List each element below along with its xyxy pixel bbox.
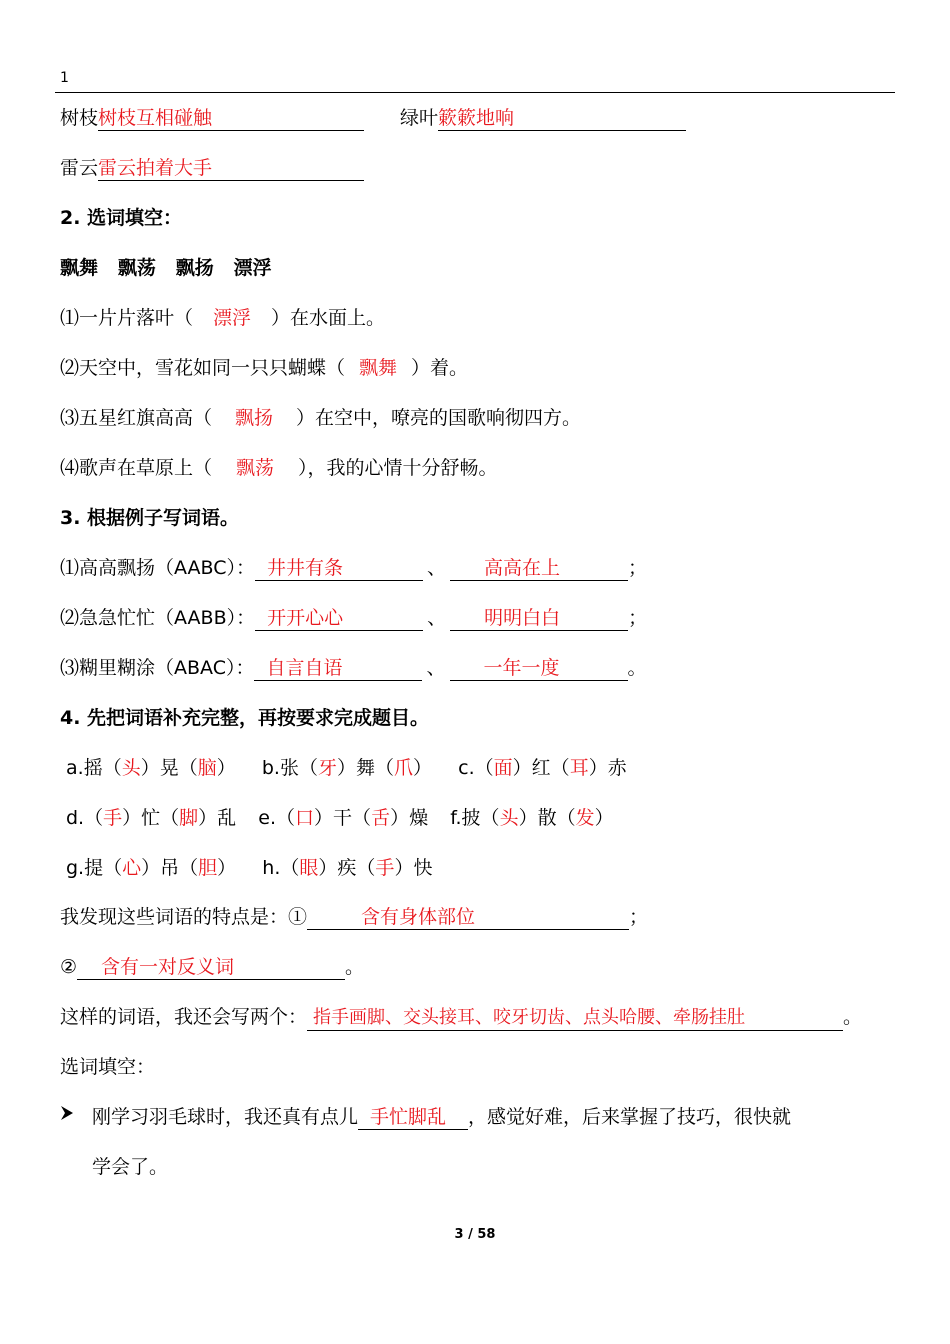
q4-row-3 (66, 854, 432, 882)
text: ）乱 (198, 807, 237, 829)
item-pre: 歌声在草原上（ (79, 457, 213, 479)
label-cloud: 雷云 (60, 157, 99, 179)
text: ）疾（ (318, 857, 376, 879)
answer: 胆 (198, 857, 218, 879)
item-post: ）在水面上。 (271, 307, 386, 329)
text: 张（ (279, 757, 318, 779)
blank-1 (254, 656, 422, 681)
q3-title: 3. 根据例子写词语。 (60, 507, 240, 529)
separator: 、 (427, 607, 447, 629)
item-label-a: a. (66, 757, 84, 779)
blank-2 (450, 606, 628, 631)
end-punct: 。 (345, 956, 365, 978)
answer-cloud: 雷云拍着大手 (98, 157, 213, 179)
answer: 舌 (371, 807, 391, 829)
answer: 手 (103, 807, 123, 829)
text: ）燥 (390, 807, 429, 829)
item-number: ⑶ (60, 657, 80, 679)
answer: 眼 (299, 857, 319, 879)
arrow-bullet-icon (60, 1104, 74, 1126)
q2-item-4 (60, 454, 498, 482)
answer: 爪 (394, 757, 414, 779)
sentence-continuation: 学会了。 (92, 1156, 169, 1178)
item-prompt: 糊里糊涂（ABAC）： (79, 657, 255, 679)
blank-leaf (438, 106, 686, 131)
answer: 飘扬 (235, 407, 274, 429)
item-label-c: c. (458, 757, 475, 779)
q4-title: 4. 先把词语补充完整，再按要求完成题目。 (60, 707, 430, 729)
answer-2: 高高在上 (484, 557, 561, 579)
page-marker: 1 (60, 70, 69, 86)
answer: 手 (375, 857, 395, 879)
header-rule (55, 92, 895, 93)
item-number: ⑶ (60, 407, 80, 429)
text: ）快 (394, 857, 433, 879)
q2-item-2 (60, 354, 468, 382)
item-label-f: f. (450, 807, 462, 829)
answer: 漂浮 (213, 307, 252, 329)
answer: 心 (122, 857, 142, 879)
end-punct: 。 (843, 1006, 863, 1028)
text: 提（ (84, 857, 123, 879)
page-number: 3 / 58 (454, 1227, 496, 1242)
separator: 、 (426, 657, 446, 679)
text: ） (217, 857, 237, 879)
blank-2 (450, 556, 628, 581)
answer-branch: 树枝互相碰触 (98, 107, 213, 129)
text: ） (594, 807, 614, 829)
feature-answer-1: 含有身体部位 (361, 906, 476, 928)
answer: 头 (121, 757, 141, 779)
feature-prompt: 我发现这些词语的特点是：① (60, 906, 308, 928)
answer: 牙 (317, 757, 337, 779)
sentence-pre: 刚学习羽毛球时，我还真有点儿 (92, 1106, 359, 1128)
answer: 面 (493, 757, 513, 779)
q3-item-3 (60, 654, 647, 682)
text: （ (280, 857, 300, 879)
feature-blank-1 (307, 905, 629, 930)
item-post: ），我的心情十分舒畅。 (298, 457, 498, 479)
text: ）吊（ (141, 857, 199, 879)
text: ）红（ (512, 757, 570, 779)
end-punct: ； (629, 906, 649, 928)
answer-1: 井井有条 (267, 557, 344, 579)
item-label-e: e. (258, 807, 277, 829)
item-number: ⑵ (60, 357, 80, 379)
item-post: ）在空中，嘹亮的国歌响彻四方。 (296, 407, 582, 429)
feature-answer-2: 含有一对反义词 (101, 956, 235, 978)
item-number: ⑵ (60, 607, 80, 629)
sentence-answer: 手忙脚乱 (370, 1106, 447, 1128)
q2-item-3 (60, 404, 581, 432)
q1-line-1 (60, 104, 686, 132)
q4-row-2 (66, 804, 614, 832)
separator: 、 (427, 557, 447, 579)
text: ）赤 (588, 757, 627, 779)
text: ）舞（ (337, 757, 395, 779)
item-number: ⑴ (60, 557, 80, 579)
text: （ (276, 807, 296, 829)
item-post: ）着。 (411, 357, 469, 379)
sentence-post: ，感觉好难，后来掌握了技巧，很快就 (468, 1106, 792, 1128)
q2-options: 飘舞 飘荡 飘扬 漂浮 (60, 257, 272, 279)
text: ）晃（ (140, 757, 198, 779)
feature-mark-2: ② (60, 956, 78, 978)
feature-line-1 (60, 903, 648, 931)
end-punct: ； (628, 557, 648, 579)
text: ） (413, 757, 433, 779)
more-prompt: 这样的词语，我还会写两个： (60, 1006, 308, 1028)
q4-row-1 (66, 754, 627, 782)
q3-item-2 (60, 604, 647, 632)
item-prompt: 急急忙忙（AABB）： (79, 607, 256, 629)
text: （ (84, 807, 104, 829)
text: 披（ (461, 807, 500, 829)
answer-1: 开开心心 (267, 607, 344, 629)
item-label-d: d. (66, 807, 85, 829)
answer: 飘舞 (359, 357, 398, 379)
answer-2: 明明白白 (484, 607, 561, 629)
end-punct: ； (628, 607, 648, 629)
answer-2: 一年一度 (483, 657, 560, 679)
text: ）干（ (314, 807, 372, 829)
more-words-line (60, 1003, 862, 1031)
answer-1: 自言自语 (266, 657, 343, 679)
blank-1 (255, 556, 423, 581)
answer: 发 (575, 807, 595, 829)
feature-blank-2 (77, 955, 345, 980)
q3-item-1 (60, 554, 647, 582)
answer: 耳 (569, 757, 589, 779)
q2-item-1 (60, 304, 385, 332)
label-leaf: 绿叶 (400, 107, 439, 129)
text: ）散（ (518, 807, 576, 829)
blank-1 (255, 606, 423, 631)
item-label-g: g. (66, 857, 85, 879)
answer: 脑 (197, 757, 217, 779)
end-punct: 。 (627, 657, 647, 679)
item-prompt: 高高飘扬（AABC）： (79, 557, 256, 579)
fill-title: 选词填空： (60, 1056, 156, 1078)
text: 摇（ (83, 757, 122, 779)
blank-cloud (98, 156, 364, 181)
q2-title: 2. 选词填空： (60, 207, 183, 229)
q1-line-2 (60, 154, 364, 182)
label-branch: 树枝 (60, 107, 99, 129)
item-pre: 天空中，雪花如同一只只蝴蝶（ (79, 357, 346, 379)
answer: 飘荡 (236, 457, 275, 479)
more-blank (307, 1005, 843, 1031)
item-number: ⑷ (60, 457, 80, 479)
more-answer: 指手画脚、交头接耳、咬牙切齿、点头哈腰、牵肠挂肚 (313, 1007, 746, 1028)
sentence-blank (358, 1105, 468, 1130)
answer: 脚 (179, 807, 199, 829)
sentence-line (92, 1103, 791, 1131)
blank-2 (450, 656, 628, 681)
item-pre: 五星红旗高高（ (79, 407, 213, 429)
item-number: ⑴ (60, 307, 80, 329)
item-label-b: b. (261, 757, 280, 779)
answer: 头 (499, 807, 519, 829)
item-pre: 一片片落叶（ (79, 307, 194, 329)
text: ）忙（ (122, 807, 180, 829)
text: ） (216, 757, 236, 779)
blank-branch (98, 106, 364, 131)
answer: 口 (295, 807, 315, 829)
answer-leaf: 簌簌地响 (438, 107, 515, 129)
item-label-h: h. (262, 857, 281, 879)
feature-line-2 (60, 953, 364, 981)
text: （ (474, 757, 494, 779)
